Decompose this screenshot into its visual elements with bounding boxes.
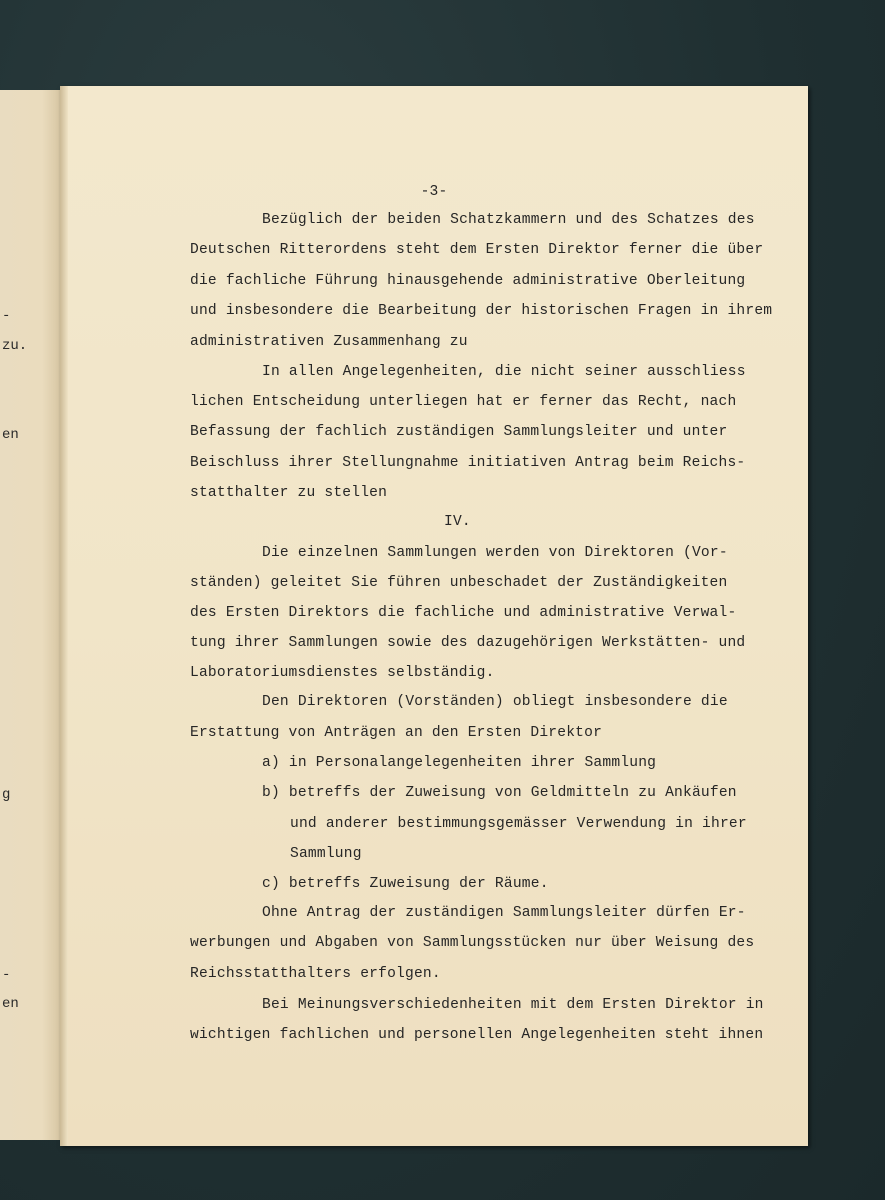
page-number: -3- [420,184,448,200]
left-fragment: - [2,967,11,983]
text-line: und insbesondere die Bearbeitung der historischen Fragen in ihrem [190,303,773,319]
text-line: wichtigen fachlichen und personellen Angelegenheiten steht ihnen [190,1027,764,1043]
text-line: Reichsstatthalters erfolgen. [190,966,441,982]
list-item: a) in Personalangelegenheiten ihrer Sammlung [262,755,657,771]
text-line: Beischluss ihrer Stellungnahme initiativen Antrag beim Reichs- [190,455,746,471]
list-item: b) betreffs der Zuweisung von Geldmitteln zu Ankäufen [262,785,737,801]
text-line: Bei Meinungsverschiedenheiten mit dem Ersten Direktor in [262,997,764,1013]
text-line: Erstattung von Anträgen an den Ersten Direktor [190,725,603,741]
text-line: tung ihrer Sammlungen sowie des dazugehörigen Werkstätten- und [190,635,746,651]
text-line: des Ersten Direktors die fachliche und administrative Verwal- [190,605,737,621]
list-item-continuation: Sammlung [290,846,362,862]
text-line: ständen) geleitet Sie führen unbeschadet der Zuständigkeiten [190,575,728,591]
text-line: Ohne Antrag der zuständigen Sammlungsleiter dürfen Er- [262,905,746,921]
left-fragment: en [2,427,19,443]
left-fragment: en [2,996,19,1012]
left-fragment: - [2,308,11,324]
list-item: c) betreffs Zuweisung der Räume. [262,876,549,892]
text-line: lichen Entscheidung unterliegen hat er ferner das Recht, nach [190,394,737,410]
left-fragment: zu. [2,338,28,354]
page-fold [60,86,68,1146]
text-line: Befassung der fachlich zuständigen Sammlungsleiter und unter [190,424,728,440]
text-line: administrativen Zusammenhang zu [190,334,468,350]
left-fragment: g [2,787,11,803]
text-line: werbungen und Abgaben von Sammlungsstücken nur über Weisung des [190,935,755,951]
text-line: Deutschen Ritterordens steht dem Ersten Direktor ferner die über [190,242,764,258]
list-item-continuation: und anderer bestimmungsgemässer Verwendung in ihrer [290,816,747,832]
document-page [60,86,808,1146]
left-page-edge [0,90,60,1140]
text-line: die fachliche Führung hinausgehende administrative Oberleitung [190,273,746,289]
text-line: Den Direktoren (Vorständen) obliegt insbesondere die [262,694,728,710]
text-line: In allen Angelegenheiten, die nicht seiner ausschliess [262,364,746,380]
text-line: Laboratoriumsdienstes selbständig. [190,665,495,681]
text-line: Die einzelnen Sammlungen werden von Direktoren (Vor- [262,545,728,561]
section-heading: IV. [444,514,471,530]
text-line: Bezüglich der beiden Schatzkammern und des Schatzes des [262,212,755,228]
text-line: statthalter zu stellen [190,485,388,501]
